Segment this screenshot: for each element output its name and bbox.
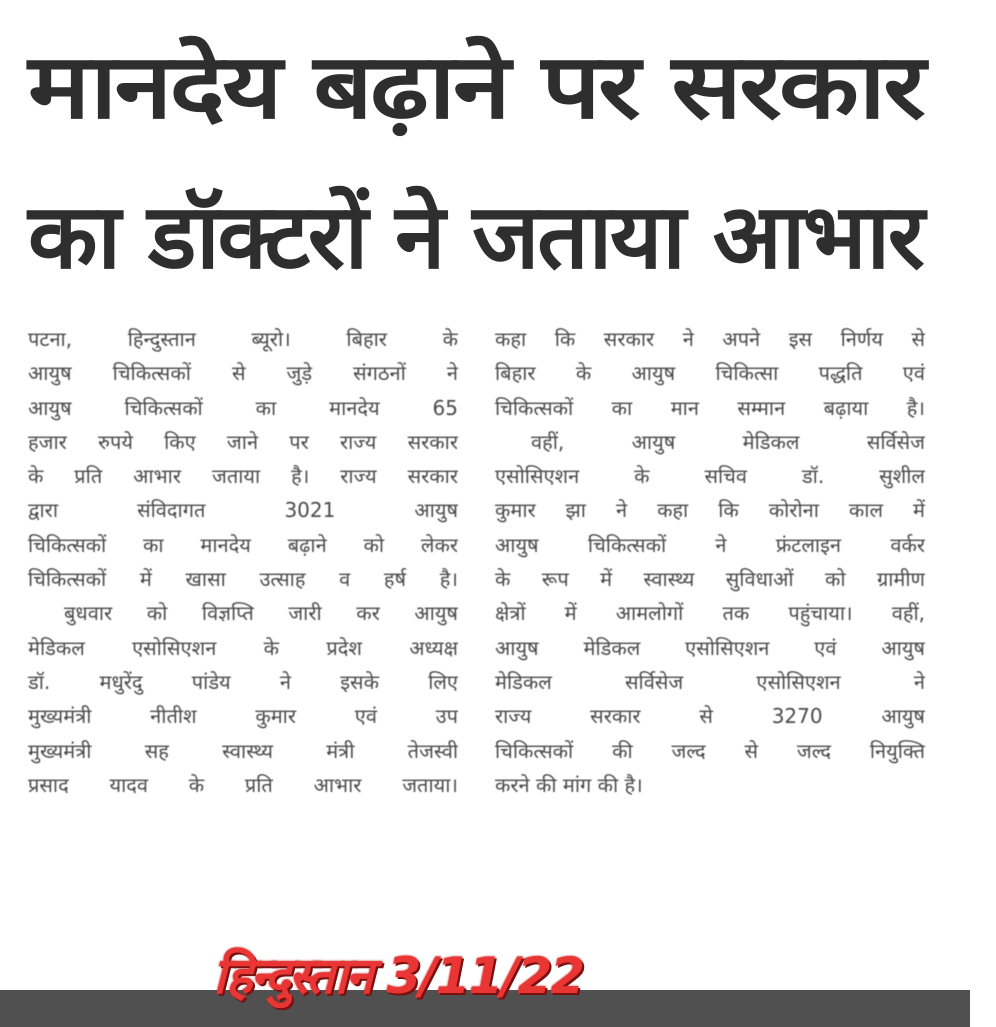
article-line: आयुष चिकित्सकों से जुड़े संगठनों ने: [28, 361, 458, 386]
article-line: प्रसाद यादव के प्रति आभार जताया।: [28, 772, 458, 797]
article-line: आयुष चिकित्सकों का मानदेय 65: [28, 395, 458, 420]
article-line: मुख्यमंत्री सह स्वास्थ्य मंत्री तेजस्वी: [28, 738, 458, 763]
article-line: आयुष मेडिकल एसोसिएशन एवं आयुष: [495, 635, 925, 660]
article-line: चिकित्सकों की जल्द से जल्द नियुक्ति: [495, 738, 925, 763]
article-line: चिकित्सकों का मान सम्मान बढ़ाया है।: [495, 395, 925, 420]
article-line: पटना, हिन्दुस्तान ब्यूरो। बिहार के: [28, 327, 458, 351]
article-line: हजार रुपये किए जाने पर राज्य सरकार: [28, 429, 458, 454]
headline-line-2: का डॉक्टरों ने जताया आभार: [28, 185, 923, 290]
article-line: क्षेत्रों में आमलोगों तक पहुंचाया। वहीं,: [495, 601, 925, 626]
article-line: के प्रति आभार जताया है। राज्य सरकार: [28, 464, 458, 489]
source-date-caption: हिन्दुस्तान 3/11/22: [213, 947, 584, 1005]
article-line: बुधवार को विज्ञप्ति जारी कर आयुष: [64, 601, 458, 626]
article-line: द्वारा संविदागत 3021 आयुष: [28, 498, 458, 523]
article-line: के रूप में स्वास्थ्य सुविधाओं को ग्रामीण: [495, 567, 925, 592]
article-line: चिकित्सकों में खासा उत्साह व हर्ष है।: [28, 567, 458, 592]
article-line: चिकित्सकों का मानदेय बढ़ाने को लेकर: [28, 532, 458, 557]
article-line: कुमार झा ने कहा कि कोरोना काल में: [495, 498, 925, 523]
article-line: मेडिकल एसोसिएशन के प्रदेश अध्यक्ष: [28, 635, 458, 660]
article-line: डॉ. मधुरेंदु पांडेय ने इसके लिए: [28, 669, 458, 694]
article-line: राज्य सरकार से 3270 आयुष: [495, 704, 925, 729]
article-line: वहीं, आयुष मेडिकल सर्विसेज: [531, 429, 925, 454]
article-line: बिहार के आयुष चिकित्सा पद्धति एवं: [495, 361, 925, 386]
article-line: मेडिकल सर्विसेज एसोसिएशन ने: [495, 669, 925, 694]
article-right-column: [495, 322, 925, 802]
article-left-column: [28, 322, 458, 802]
article-line: कहा कि सरकार ने अपने इस निर्णय से: [495, 327, 925, 351]
headline-line-1: मानदेय बढ़ाने पर सरकार: [28, 35, 924, 140]
article-line: मुख्यमंत्री नीतीश कुमार एवं उप: [28, 704, 458, 729]
article-line: आयुष चिकित्सकों ने फ्रंटलाइन वर्कर: [495, 532, 925, 557]
article-line: करने की मांग की है।: [495, 772, 643, 797]
article-line: एसोसिएशन के सचिव डॉ. सुशील: [495, 464, 925, 489]
